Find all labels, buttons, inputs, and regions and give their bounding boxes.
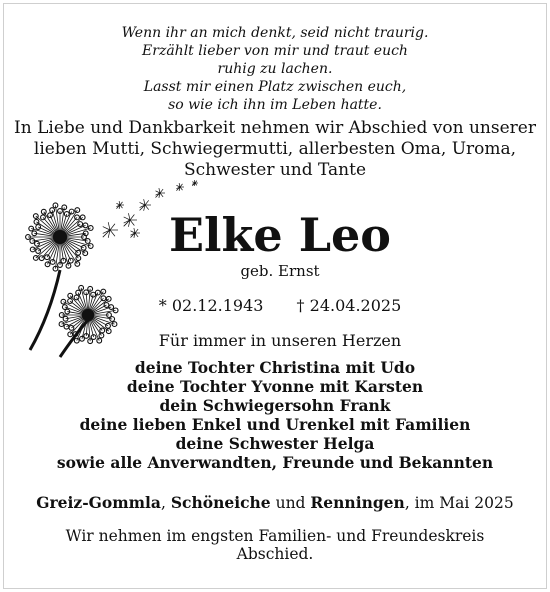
mourner-line: deine Tochter Christina mit Udo (134, 358, 416, 377)
closing-line: Abschied. (236, 545, 314, 563)
death-date: † 24.04.2025 (296, 296, 402, 315)
motto: Für immer in unseren Herzen (158, 331, 402, 350)
mourner-line: deine Tochter Yvonne mit Karsten (126, 377, 424, 396)
place-date: , im Mai 2025 (404, 494, 514, 512)
place-and-date (0, 493, 550, 513)
closing-line: Wir nehmen im engsten Familien- und Freundeskreis (65, 527, 485, 545)
life-dates (140, 296, 420, 316)
poem-line: Wenn ihr an mich denkt, seid nicht traurig. (121, 25, 429, 41)
birth-name: geb. Ernst (240, 262, 320, 280)
place-town: Renningen (310, 493, 405, 512)
poem-line: so wie ich ihn im Leben hatte. (168, 97, 382, 113)
place-separator: , (160, 494, 171, 512)
intro-line: Schwester und Tante (183, 160, 367, 180)
birth-date: * 02.12.1943 (158, 296, 264, 315)
place-conjunction: und (270, 494, 311, 512)
poem-line: Erzählt lieber von mir und traut euch (142, 43, 408, 59)
intro-line: lieben Mutti, Schwiegermutti, allerbesten Oma, Uroma, (33, 139, 517, 159)
closing-note (0, 527, 550, 563)
poem-line: Lasst mir einen Platz zwischen euch, (143, 79, 407, 95)
deceased-name: Elke Leo (169, 208, 391, 262)
poem (0, 24, 550, 114)
mourner-line: deine Schwester Helga (175, 434, 375, 453)
place-town: Schöneiche (170, 493, 271, 512)
mourners-list (0, 358, 550, 472)
mourner-line: deine lieben Enkel und Urenkel mit Familien (79, 415, 471, 434)
poem-line: ruhig zu lachen. (217, 61, 333, 77)
intro-text (0, 118, 550, 181)
mourner-line: sowie alle Anverwandten, Freunde und Bekannten (56, 453, 494, 472)
place-town: Greiz-Gommla (36, 493, 161, 512)
intro-line: In Liebe und Dankbarkeit nehmen wir Abschied von unserer (14, 118, 536, 138)
mourner-line: dein Schwiegersohn Frank (159, 396, 391, 415)
